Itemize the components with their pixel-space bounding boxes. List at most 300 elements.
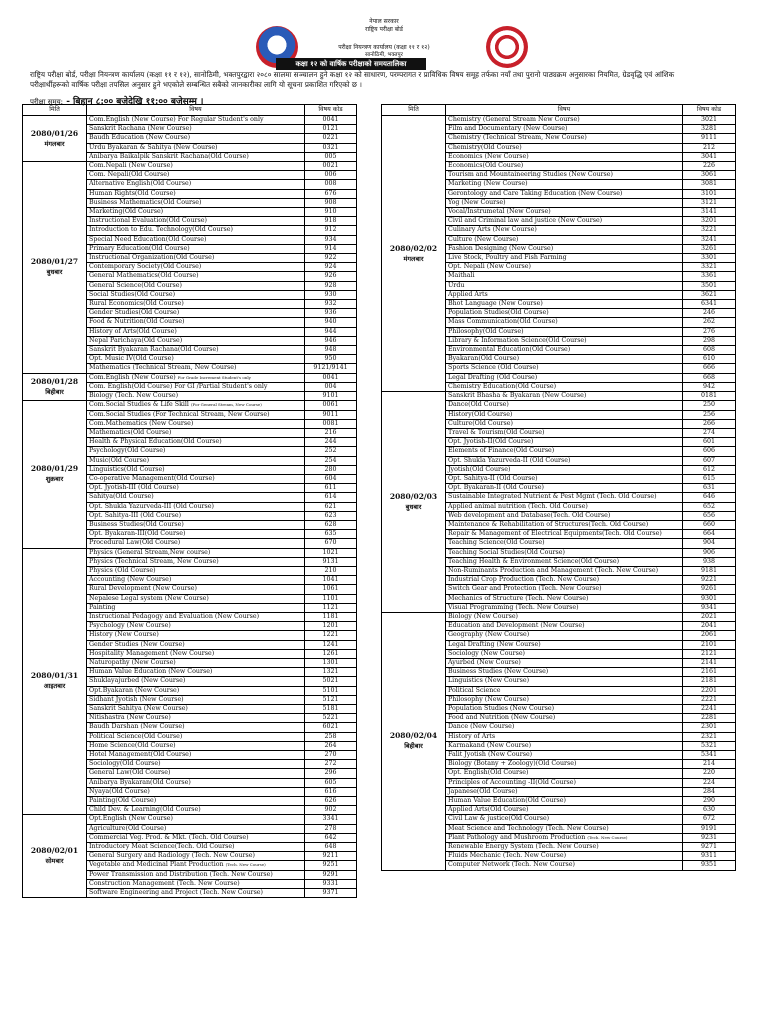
- subject-cell: [446, 346, 683, 355]
- subject-code: 2161: [683, 668, 736, 677]
- subject-cell: [446, 806, 683, 815]
- subject-cell: [446, 281, 683, 290]
- subject-name: Com.English (New Course) For Regular Student's only: [89, 116, 264, 123]
- subject-name: Chemistry (General Stream New Course): [448, 116, 580, 123]
- subject-cell: [446, 677, 683, 686]
- subject-name: General Science(Old Course): [89, 281, 182, 289]
- subject-name: Marketing(Old Course): [89, 208, 164, 216]
- subject-code: 224: [683, 778, 736, 787]
- subject-cell: [87, 152, 305, 161]
- subject-cell: [87, 787, 305, 796]
- header-line-government: नेपाल सरकार: [369, 18, 399, 25]
- subject-cell: [446, 530, 683, 539]
- subject-cell: [446, 171, 683, 180]
- subject-name: Sociology(Old Course): [89, 760, 161, 768]
- subject-code: 950: [305, 355, 357, 364]
- subject-name: Chemistry(Old Course): [448, 143, 522, 151]
- subject-code: 3621: [683, 290, 736, 299]
- subject-name: Alternative English(Old Course): [89, 180, 192, 188]
- subject-name: Home Science(Old Course): [89, 741, 176, 749]
- subject-cell: [446, 382, 683, 391]
- subject-code: 9331: [305, 879, 357, 888]
- subject-code: 9191: [683, 824, 736, 833]
- header-line-board: राष्ट्रिय परीक्षा बोर्ड: [365, 26, 403, 33]
- subject-cell: [446, 511, 683, 520]
- subject-name: Falit Jyotish (New Course): [448, 751, 533, 759]
- subject-cell: [87, 585, 305, 594]
- subject-cell: [446, 465, 683, 474]
- subject-code: 940: [305, 318, 357, 327]
- exam-weekday: बिहीबार: [404, 742, 423, 751]
- subject-cell: [87, 226, 305, 235]
- subject-name: Nepalese Legal system (New Course): [89, 594, 209, 602]
- subject-cell: [87, 373, 305, 382]
- subject-cell: [446, 741, 683, 750]
- subject-name: Biology (Botany + Zoology)(Old Course): [448, 760, 577, 768]
- subject-cell: [87, 631, 305, 640]
- subject-code: 3021: [683, 116, 736, 125]
- subject-code: 276: [683, 327, 736, 336]
- subject-code: 5341: [683, 751, 736, 760]
- subject-name: Fashion Designing (New Course): [448, 244, 554, 252]
- subject-name: Com. Nepali(Old Course): [89, 171, 170, 179]
- subject-name: Chemistry (Technical Stream, New Course): [448, 134, 587, 142]
- subject-cell: [446, 318, 683, 327]
- subject-cell: [446, 290, 683, 299]
- exam-date: 2080/02/03: [389, 492, 438, 502]
- subject-code: 262: [683, 318, 736, 327]
- subject-code: 3321: [683, 263, 736, 272]
- subject-cell: [446, 668, 683, 677]
- subject-name: Education and Development (New Course): [448, 622, 585, 630]
- subject-name: Chemistry Education(Old Course): [448, 382, 557, 390]
- subject-code: 284: [683, 787, 736, 796]
- subject-code: 9251: [305, 861, 357, 870]
- subject-name: Physics (Old Course): [89, 566, 156, 574]
- subject-code: 1121: [305, 603, 357, 612]
- subject-code: 1321: [305, 668, 357, 677]
- subject-code: 1021: [305, 548, 357, 557]
- subject-cell: [87, 511, 305, 520]
- exam-date-cell: [382, 392, 446, 613]
- subject-cell: [87, 861, 305, 870]
- subject-name: Repair & Management of Electrical Equipments(Tech. Old Course): [448, 530, 662, 538]
- subject-name: Civil Law & justice(Old Course): [448, 815, 550, 823]
- subject-code: 6341: [683, 300, 736, 309]
- subject-cell: [87, 419, 305, 428]
- subject-name: Introductory Meat Science(Tech. Old Course): [89, 843, 235, 851]
- subject-name: Population Studies (New Course): [448, 705, 555, 712]
- subject-name: Human Value Education(Old Course): [448, 797, 566, 805]
- subject-name: Opt. Byakaran-II (Old Course): [448, 484, 544, 492]
- subject-note: For Grade Increment Student's only: [177, 374, 251, 380]
- exam-date: 2080/01/26: [30, 128, 79, 138]
- subject-code: 942: [683, 382, 736, 391]
- subject-name: Environmental Education(Old Course): [448, 346, 571, 354]
- subject-name: Com. English(Old Course) For GI /Partial Student's only: [89, 382, 268, 390]
- subject-cell: [446, 162, 683, 171]
- exam-weekday: मंगलबार: [403, 254, 424, 263]
- exam-weekday: बिहीबार: [45, 387, 64, 396]
- subject-name: Social Studies(Old Course): [89, 290, 176, 298]
- subject-code: 912: [305, 226, 357, 235]
- table-row: [382, 116, 736, 125]
- subject-name: Byakaran(Old Course): [448, 355, 520, 363]
- subject-cell: [446, 401, 683, 410]
- subject-name: Rural Development (New Course): [89, 585, 197, 593]
- subject-cell: [446, 769, 683, 778]
- subject-code: 1261: [305, 649, 357, 658]
- subject-cell: [446, 520, 683, 529]
- subject-cell: [87, 705, 305, 714]
- subject-code: 9301: [683, 594, 736, 603]
- subject-cell: [87, 612, 305, 621]
- subject-code: 2181: [683, 677, 736, 686]
- subject-cell: [446, 658, 683, 667]
- subject-code: 614: [305, 493, 357, 502]
- subject-name: Computer Network (Tech. New Course): [448, 861, 575, 869]
- subject-name: Sahitya(Old Course): [89, 493, 154, 501]
- column-header-code: विषय कोड: [305, 105, 357, 116]
- subject-code: 9111: [683, 134, 736, 143]
- subject-cell: [446, 502, 683, 511]
- subject-code: 3041: [683, 152, 736, 161]
- subject-cell: [446, 336, 683, 345]
- subject-name: Maintenance & Rehabilitation of Structures(Tech. Old Course): [448, 520, 649, 528]
- subject-code: 3241: [683, 235, 736, 244]
- subject-cell: [446, 576, 683, 585]
- subject-name: Rural Economics(Old Course): [89, 300, 184, 308]
- subject-code: 928: [305, 281, 357, 290]
- exam-date-cell: [23, 815, 87, 898]
- subject-code: 244: [305, 438, 357, 447]
- subject-code: 9211: [305, 852, 357, 861]
- subject-code: 630: [683, 806, 736, 815]
- exam-date: 2080/01/27: [30, 257, 79, 267]
- subject-cell: [446, 208, 683, 217]
- column-header-date: मिति: [23, 105, 87, 116]
- subject-name: History (New Course): [89, 631, 159, 639]
- subject-name: Com.Social Studies & Life Skill: [89, 401, 189, 409]
- subject-name: Opt. English(Old Course): [448, 769, 529, 777]
- subject-cell: [446, 843, 683, 852]
- exam-date: 2080/01/31: [30, 671, 79, 681]
- subject-name: Political Science(Old Course): [89, 732, 183, 740]
- subject-code: 3501: [683, 281, 736, 290]
- subject-cell: [87, 235, 305, 244]
- subject-name: Geography (New Course): [448, 631, 530, 639]
- subject-code: 676: [305, 189, 357, 198]
- subject-code: 2141: [683, 658, 736, 667]
- subject-cell: [446, 649, 683, 658]
- subject-cell: [87, 309, 305, 318]
- subject-code: 628: [305, 520, 357, 529]
- subject-cell: [446, 723, 683, 732]
- subject-code: 212: [683, 143, 736, 152]
- subject-code: 250: [683, 401, 736, 410]
- subject-name: Yog (New Course): [448, 198, 506, 206]
- subject-cell: [87, 760, 305, 769]
- subject-code: 272: [305, 760, 357, 769]
- exam-date-cell: [23, 373, 87, 401]
- subject-cell: [446, 695, 683, 704]
- subject-cell: [446, 585, 683, 594]
- subject-name: Plant Pathology and Mushroom Production: [448, 833, 586, 841]
- subject-name: Biology (Tech. New Course): [89, 392, 179, 400]
- subject-name: Film and Documentary (New Course): [448, 125, 568, 133]
- subject-name: Industrial Crop Production (Tech. New Course): [448, 576, 600, 584]
- subject-code: 9311: [683, 852, 736, 861]
- exam-date-cell: [23, 401, 87, 548]
- subject-name: Ayurbed (New Course): [448, 658, 521, 666]
- subject-code: 1201: [305, 622, 357, 631]
- subject-cell: [446, 557, 683, 566]
- subject-name: Baudh Education (New Course): [89, 134, 191, 142]
- subject-name: Opt. Byakaran-III(Old Course): [89, 530, 186, 538]
- subject-code: 0041: [305, 373, 357, 382]
- subject-cell: [87, 272, 305, 281]
- subject-name: Sanskrit Rachana (New Course): [89, 125, 192, 133]
- subject-cell: [446, 235, 683, 244]
- subject-name: Web development and Database(Tech. Old Course): [448, 511, 611, 519]
- subject-code: 2101: [683, 640, 736, 649]
- subject-code: 252: [305, 447, 357, 456]
- subject-cell: [87, 401, 305, 410]
- subject-code: 1101: [305, 594, 357, 603]
- subject-cell: [446, 751, 683, 760]
- subject-code: 2061: [683, 631, 736, 640]
- subject-code: 298: [683, 336, 736, 345]
- subject-code: 938: [683, 557, 736, 566]
- subject-cell: [87, 714, 305, 723]
- subject-cell: [87, 217, 305, 226]
- subject-cell: [87, 364, 305, 373]
- subject-code: 5321: [683, 741, 736, 750]
- subject-cell: [446, 263, 683, 272]
- subject-name: Population Studies(Old Course): [448, 309, 549, 317]
- subject-cell: [446, 705, 683, 714]
- subject-cell: [446, 833, 683, 842]
- subject-code: 607: [683, 456, 736, 465]
- subject-cell: [87, 640, 305, 649]
- exam-date-cell: [382, 116, 446, 392]
- subject-name: Fluids Mechanic (Tech. New Course): [448, 852, 567, 860]
- exam-weekday: बुधबार: [46, 268, 63, 277]
- subject-name: Gender Studies(Old Course): [89, 309, 180, 317]
- subject-name: Instructional Evaluation(Old Course): [89, 217, 207, 225]
- subject-code: 612: [683, 465, 736, 474]
- subject-cell: [87, 484, 305, 493]
- subject-code: 664: [683, 530, 736, 539]
- subject-cell: [87, 171, 305, 180]
- subject-code: 3301: [683, 254, 736, 263]
- subject-name: Construction Management (Tech. New Course): [89, 879, 240, 887]
- subject-code: 623: [305, 511, 357, 520]
- subject-code: 008: [305, 180, 357, 189]
- subject-code: 2021: [683, 612, 736, 621]
- subject-name: Procedural Law(Old Course): [89, 539, 181, 547]
- subject-code: 5221: [305, 714, 357, 723]
- subject-cell: [446, 125, 683, 134]
- subject-cell: [446, 300, 683, 309]
- subject-code: 216: [305, 428, 357, 437]
- subject-name: Commercial Veg. Prod. & Mkt. (Tech. Old Course): [89, 833, 249, 841]
- subject-code: 652: [683, 502, 736, 511]
- subject-cell: [87, 447, 305, 456]
- subject-code: 3201: [683, 217, 736, 226]
- subject-code: 608: [683, 346, 736, 355]
- subject-name: Contemporary Society(Old Course): [89, 263, 202, 271]
- table-row: [23, 401, 357, 410]
- subject-name: Co-operative Management(Old Course): [89, 474, 215, 482]
- subject-cell: [87, 502, 305, 511]
- subject-cell: [446, 327, 683, 336]
- subject-name: Hotel Management(Old Course): [89, 751, 192, 759]
- subject-name: Opt. Shukla Yazurveda-II (Old Course): [448, 456, 571, 464]
- subject-cell: [446, 640, 683, 649]
- subject-code: 670: [305, 539, 357, 548]
- exam-date: 2080/01/29: [30, 464, 79, 474]
- subject-name: Introduction to Edu. Technology(Old Course): [89, 226, 233, 234]
- subject-code: 270: [305, 751, 357, 760]
- subject-cell: [87, 603, 305, 612]
- subject-cell: [446, 272, 683, 281]
- subject-code: 1301: [305, 658, 357, 667]
- subject-code: 908: [305, 198, 357, 207]
- subject-code: 5101: [305, 686, 357, 695]
- table-row: [382, 612, 736, 621]
- subject-cell: [446, 392, 683, 401]
- exam-weekday: बुधबार: [405, 503, 422, 512]
- subject-name: Opt.English (New Course): [89, 815, 173, 823]
- subject-cell: [87, 870, 305, 879]
- subject-cell: [446, 456, 683, 465]
- subject-code: 656: [683, 511, 736, 520]
- subject-name: Food & Nutrition(Old Course): [89, 318, 185, 326]
- subject-name: Human Rights(Old Course): [89, 189, 176, 197]
- subject-name: Opt. Jyotish-III (Old Course): [89, 484, 179, 492]
- subject-name: Live Stock, Poultry and Fish Farming: [448, 254, 567, 262]
- notice-text: राष्ट्रिय परीक्षा बोर्ड, परीक्षा नियन्त्रण कार्यालय (कक्षा ११ र १२), सानोठिमी, भक्तपुरद्वारा २०८० सालमा सञ्चालन हुने कक्षा १२ को साधारण, परम्परागत र प्राविधिक विषय समूह तर्फका नयाँ तथा पुरानो पाठ्यक्रम अनुसारका नियमित, ग्रेडवृद्धि एवं आंशिक परीक्षार्थीहरूको वार्षिक परीक्षा तपसिल अनुसार हुने भएकोले सम्बन्धित सबैको जानकारीका लागि यो सूचना प्रकाशित गरिएको छ ।: [30, 70, 675, 89]
- schedule-title: कक्षा १२ को वार्षिक परीक्षाको समयतालिका: [276, 58, 426, 70]
- subject-name: Philosophy(Old Course): [448, 327, 524, 335]
- subject-code: 642: [305, 833, 357, 842]
- subject-code: 1241: [305, 640, 357, 649]
- subject-code: 615: [683, 474, 736, 483]
- subject-cell: [87, 879, 305, 888]
- table-row: [23, 162, 357, 171]
- subject-cell: [87, 778, 305, 787]
- subject-code: 226: [683, 162, 736, 171]
- subject-name: Primary Education(Old Course): [89, 244, 190, 252]
- subject-code: 214: [683, 760, 736, 769]
- subject-code: 3261: [683, 244, 736, 253]
- subject-name: Travel & Tourism(Old Course): [448, 428, 545, 436]
- subject-code: 006: [305, 171, 357, 180]
- subject-cell: [446, 217, 683, 226]
- subject-cell: [87, 889, 305, 898]
- subject-code: 254: [305, 456, 357, 465]
- subject-code: 3141: [683, 208, 736, 217]
- subject-code: 1061: [305, 585, 357, 594]
- subject-cell: [87, 530, 305, 539]
- subject-name: Painting(Old Course): [89, 797, 157, 805]
- subject-cell: [87, 474, 305, 483]
- subject-code: 621: [305, 502, 357, 511]
- exam-date: 2080/02/02: [389, 243, 438, 253]
- subject-name: General Surgery and Radiology (Tech. New Course): [89, 852, 255, 860]
- subject-name: History(Old Course): [448, 410, 513, 418]
- subject-cell: [446, 484, 683, 493]
- subject-name: Instructional Organization(Old Course): [89, 254, 215, 262]
- subject-name: Business Mathematics(Old Course): [89, 198, 202, 206]
- table-row: [23, 116, 357, 125]
- subject-code: 934: [305, 235, 357, 244]
- subject-cell: [446, 143, 683, 152]
- subject-cell: [87, 198, 305, 207]
- subject-name: Shuklayajurbed (New Course): [89, 677, 186, 685]
- subject-cell: [87, 125, 305, 134]
- subject-cell: [87, 557, 305, 566]
- subject-cell: [87, 797, 305, 806]
- subject-cell: [87, 300, 305, 309]
- subject-code: 936: [305, 309, 357, 318]
- subject-name: Vegetable and Medicinal Plant Production: [89, 861, 224, 869]
- subject-name: Accounting (New Course): [89, 576, 172, 584]
- subject-cell: [87, 686, 305, 695]
- page-header: [0, 0, 768, 107]
- subject-cell: [87, 806, 305, 815]
- subject-code: 910: [305, 208, 357, 217]
- exam-date: 2080/01/28: [30, 376, 79, 386]
- subject-name: Marketing (New Course): [448, 180, 528, 188]
- subject-name: General Mathematics(Old Course): [89, 272, 199, 280]
- subject-cell: [446, 824, 683, 833]
- subject-name: Gerontology and Care Taking Education (New Course): [448, 189, 623, 197]
- subject-cell: [446, 631, 683, 640]
- subject-code: 3061: [683, 171, 736, 180]
- subject-cell: [446, 244, 683, 253]
- subject-name: Mathematics (Technical Stream, New Course): [89, 364, 237, 372]
- subject-name: Teaching Science(Old Course): [448, 539, 545, 547]
- subject-name: Renewable Energy System (Tech. New Course): [448, 843, 599, 851]
- subject-code: 2281: [683, 714, 736, 723]
- subject-code: 274: [683, 428, 736, 437]
- subject-cell: [87, 852, 305, 861]
- subject-name: Human Value Education (New Course): [89, 668, 213, 676]
- subject-cell: [87, 677, 305, 686]
- subject-code: 258: [305, 732, 357, 741]
- subject-name: Physics (Technical Stream, New Course): [89, 557, 219, 565]
- subject-name: Bhot Language (New Course): [448, 300, 543, 308]
- subject-cell: [446, 594, 683, 603]
- subject-name: Opt. Music IV(Old Course): [89, 355, 174, 363]
- exam-weekday: आइतबार: [43, 682, 66, 691]
- subject-code: 2041: [683, 622, 736, 631]
- subject-code: 0061: [305, 401, 357, 410]
- subject-name: Dance(Old Course): [448, 401, 509, 409]
- subject-cell: [446, 189, 683, 198]
- subject-cell: [446, 760, 683, 769]
- subject-code: 2121: [683, 649, 736, 658]
- subject-cell: [87, 539, 305, 548]
- subject-code: 646: [683, 493, 736, 502]
- exam-weekday: मंगलबार: [44, 139, 65, 148]
- subject-cell: [87, 576, 305, 585]
- subject-cell: [87, 143, 305, 152]
- subject-name: Culture (New Course): [448, 235, 519, 243]
- subject-code: 3101: [683, 189, 736, 198]
